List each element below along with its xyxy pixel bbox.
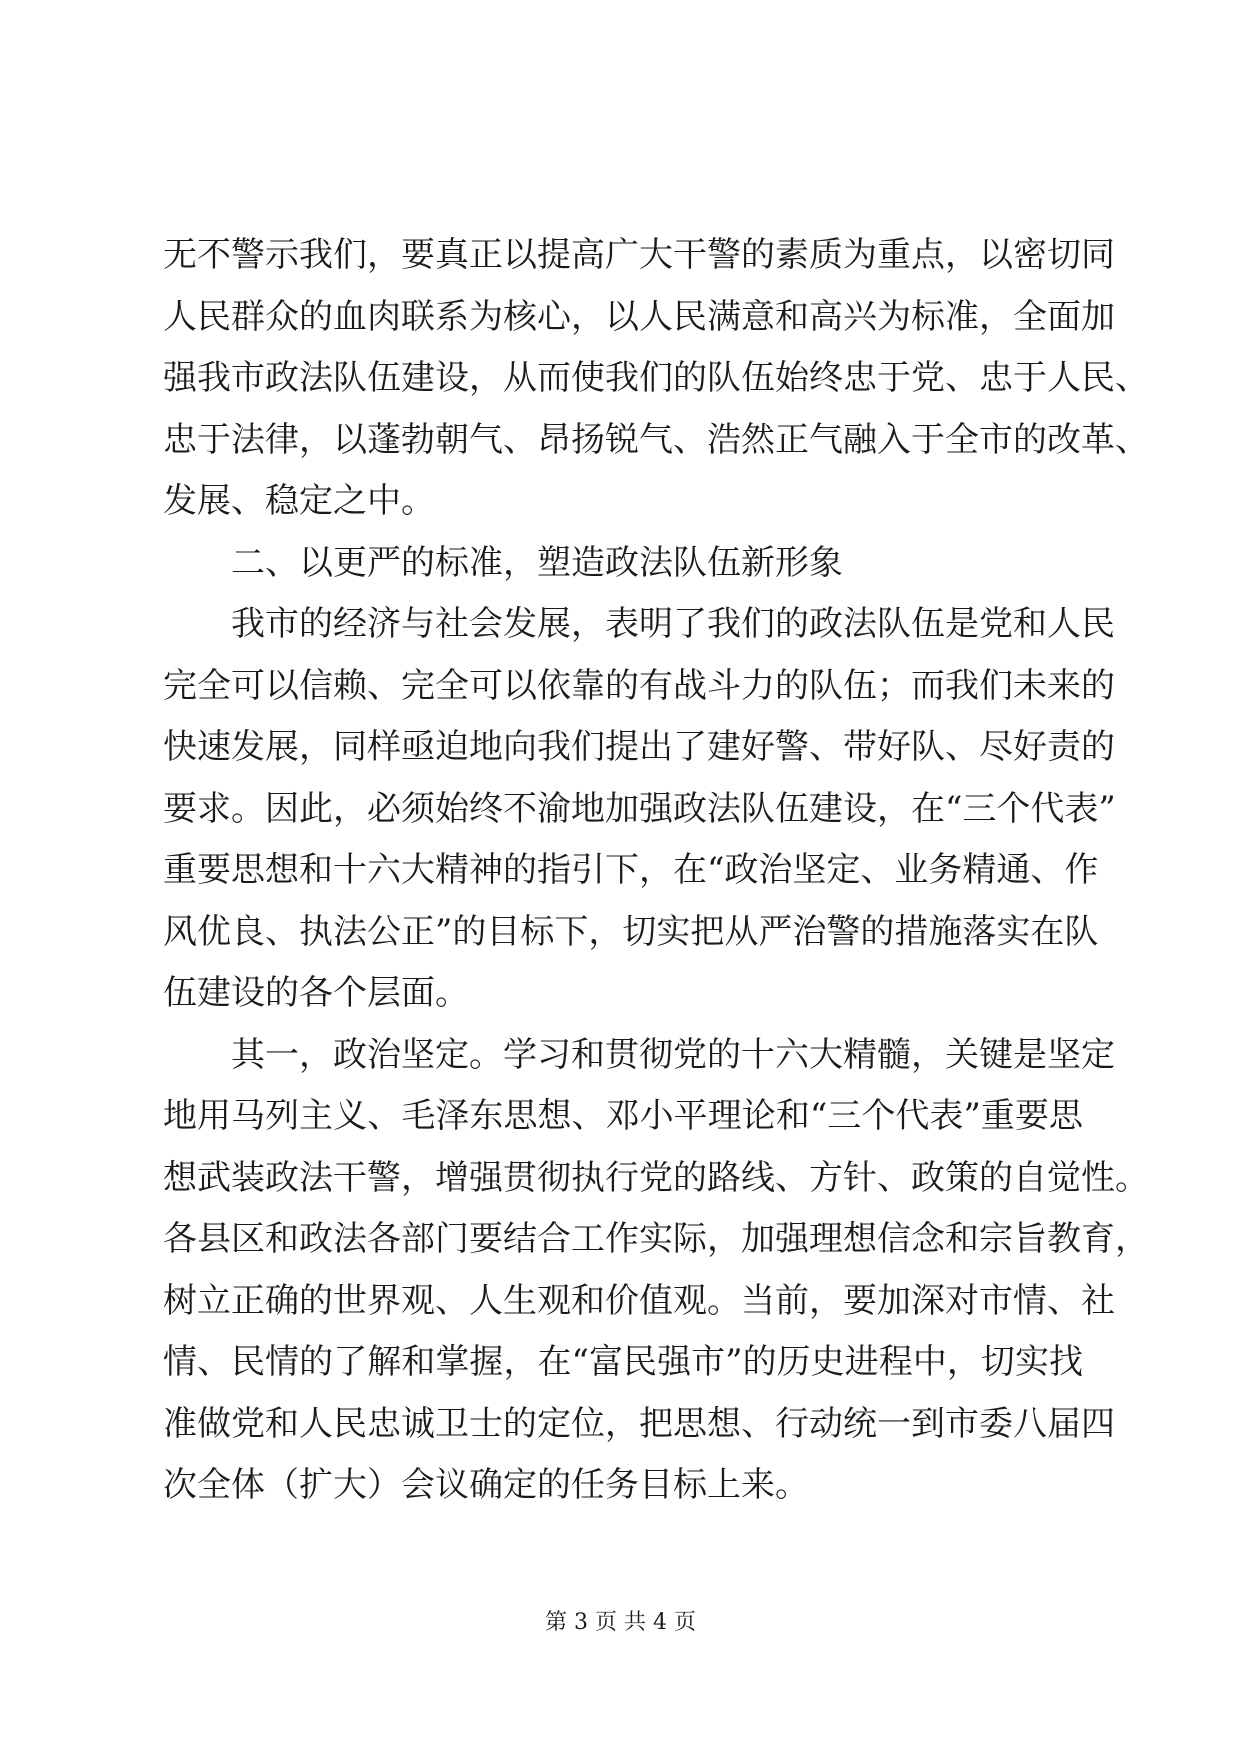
text-line: 发展、稳定之中。 <box>163 481 435 521</box>
text-line: 地用马列主义、毛泽东思想、邓小平理论和“三个代表”重要思 <box>163 1096 1083 1136</box>
text-line: 准做党和人民忠诚卫士的定位，把思想、行动统一到市委八届四 <box>163 1403 1115 1444</box>
text-line: 重要思想和十六大精神的指引下，在“政治坚定、业务精通、作 <box>163 850 1099 890</box>
body-text <box>163 225 1149 1517</box>
text-line: 想武装政法干警，增强贯彻执行党的路线、方针、政策的自觉性。 <box>163 1157 1149 1198</box>
text-line: 无不警示我们，要真正以提高广大干警的素质为重点，以密切同 <box>163 235 1115 275</box>
page-footer: 第 3 页 共 4 页 <box>545 1610 696 1635</box>
text-line: 二、以更严的标准，塑造政法队伍新形象 <box>231 542 843 583</box>
text-line: 完全可以信赖、完全可以依靠的有战斗力的队伍；而我们未来的 <box>163 665 1115 706</box>
text-line: 人民群众的血肉联系为核心，以人民满意和高兴为标准，全面加 <box>163 296 1115 337</box>
text-line: 我市的经济与社会发展，表明了我们的政法队伍是党和人民 <box>231 604 1115 644</box>
text-line: 风优良、执法公正”的目标下，切实把从严治警的措施落实在队 <box>163 911 1099 952</box>
text-line: 强我市政法队伍建设，从而使我们的队伍始终忠于党、忠于人民、 <box>163 358 1149 398</box>
text-line: 情、民情的了解和掌握，在“富民强市”的历史进程中，切实找 <box>163 1342 1083 1382</box>
text-line: 树立正确的世界观、人生观和价值观。当前，要加深对市情、社 <box>163 1280 1115 1321</box>
text-line: 次全体（扩大）会议确定的任务目标上来。 <box>163 1465 809 1505</box>
text-line: 忠于法律，以蓬勃朝气、昂扬锐气、浩然正气融入于全市的改革、 <box>163 419 1149 460</box>
text-line: 要求。因此，必须始终不渝地加强政法队伍建设，在“三个代表” <box>163 788 1116 829</box>
text-line: 各县区和政法各部门要结合工作实际，加强理想信念和宗旨教育， <box>163 1219 1149 1259</box>
text-line: 伍建设的各个层面。 <box>163 973 469 1013</box>
text-line: 其一，政治坚定。学习和贯彻党的十六大精髓，关键是坚定 <box>231 1034 1115 1075</box>
text-line: 快速发展，同样亟迫地向我们提出了建好警、带好队、尽好责的 <box>163 727 1115 767</box>
